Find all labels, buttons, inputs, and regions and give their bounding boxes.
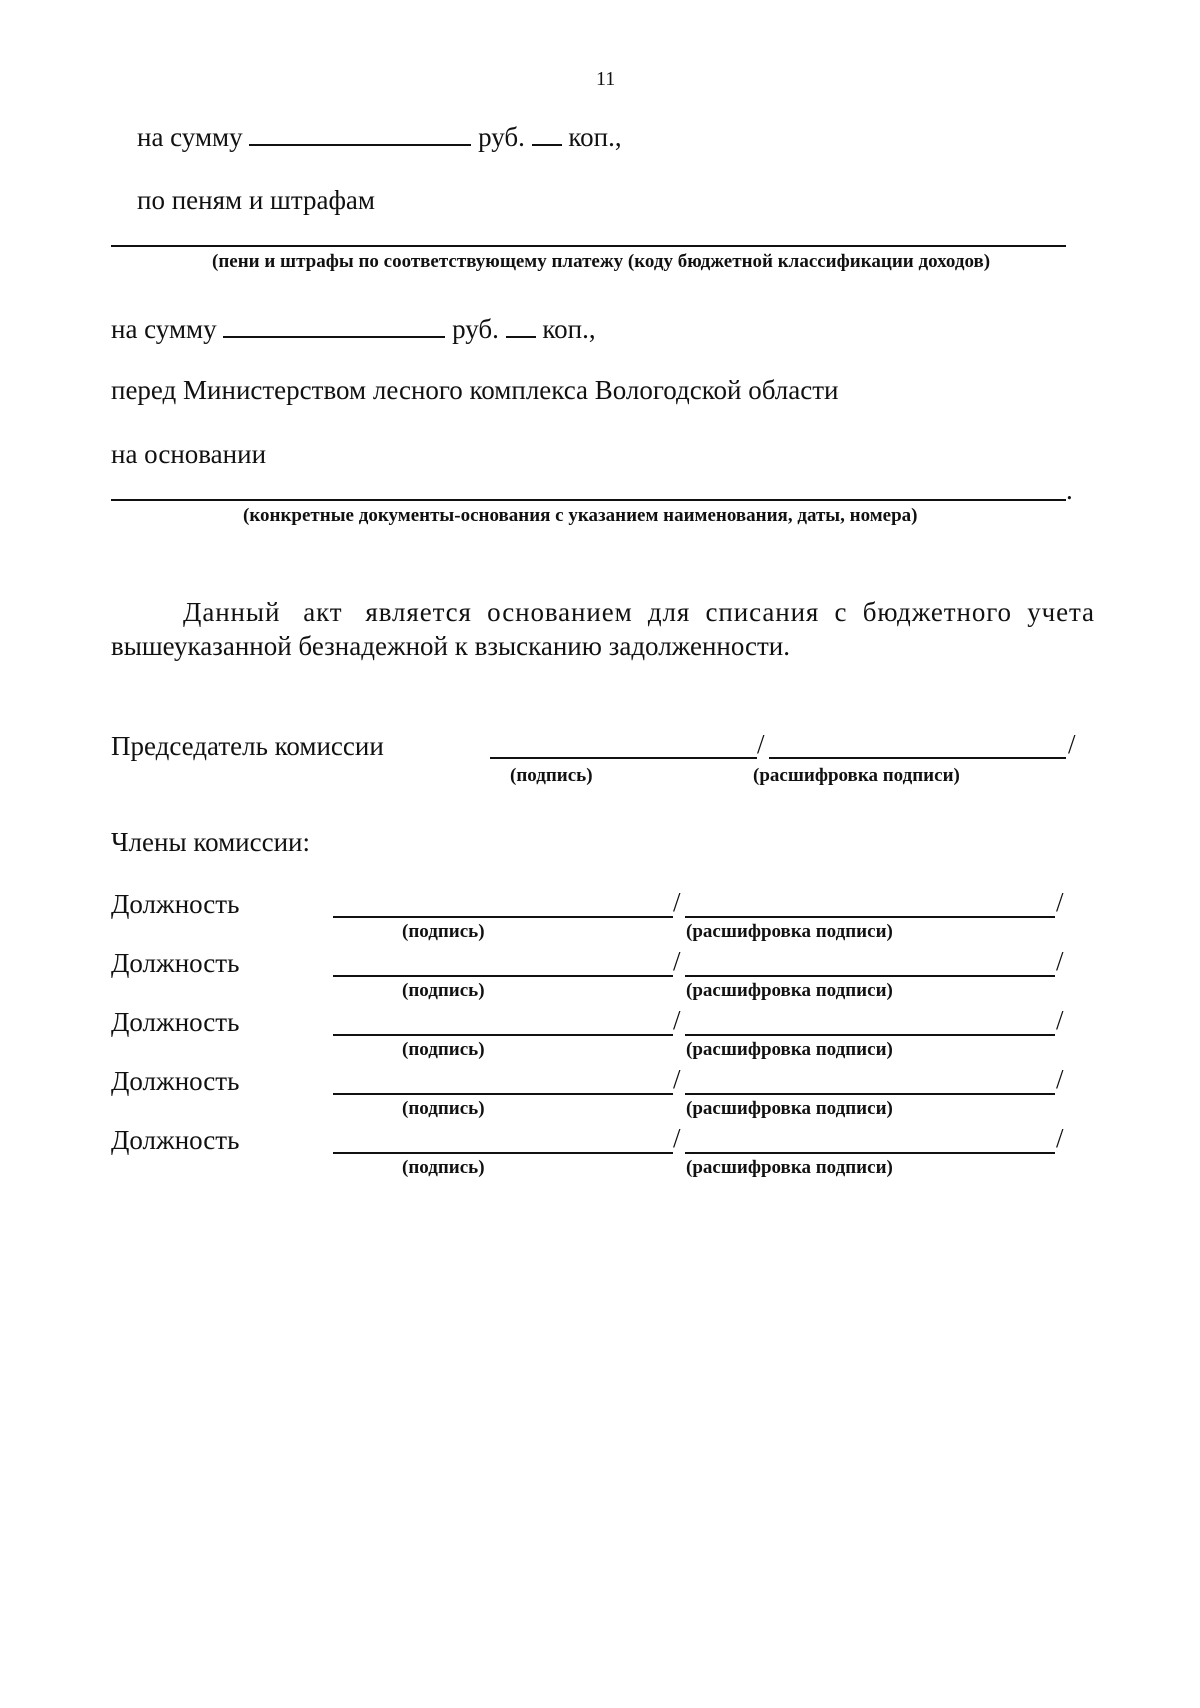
sum-rub-blank[interactable] <box>223 310 445 338</box>
sum-kop-blank[interactable] <box>532 118 562 146</box>
penalties-caption: (пени и штрафы по соответствующему платежу (коду бюджетной классификации доходов) <box>212 251 991 272</box>
member-decode-line[interactable] <box>685 1152 1055 1154</box>
member-decode-line[interactable] <box>685 916 1055 918</box>
member-slash-2: / <box>1056 887 1064 917</box>
member-sig-caption: (подпись) <box>402 921 485 942</box>
member-slash-2: / <box>1056 1005 1064 1035</box>
kop-label: коп., <box>542 314 596 344</box>
penalties-field-line[interactable] <box>111 245 1066 247</box>
member-position-label: Должность <box>111 1125 240 1155</box>
member-position-label: Должность <box>111 889 240 919</box>
member-decode-caption: (расшифровка подписи) <box>686 1039 893 1060</box>
member-position-label: Должность <box>111 948 240 978</box>
sum-line-2 <box>111 310 596 345</box>
member-slash-1: / <box>673 887 681 917</box>
sum-rub-blank[interactable] <box>249 118 471 146</box>
member-signature-line[interactable] <box>333 1093 673 1095</box>
sum-prefix: на сумму <box>111 314 217 344</box>
basis-label: на основании <box>111 439 267 469</box>
rub-label: руб. <box>478 122 525 152</box>
chairman-signature-line[interactable] <box>490 757 757 759</box>
member-slash-1: / <box>673 946 681 976</box>
chairman-decode-line[interactable] <box>769 757 1066 759</box>
member-slash-1: / <box>673 1123 681 1153</box>
member-decode-caption: (расшифровка подписи) <box>686 1157 893 1178</box>
member-decode-caption: (расшифровка подписи) <box>686 980 893 1001</box>
member-sig-caption: (подпись) <box>402 1098 485 1119</box>
member-slash-1: / <box>673 1005 681 1035</box>
chairman-slash-2: / <box>1068 729 1076 759</box>
penalties-label: по пеням и штрафам <box>137 185 376 215</box>
sum-line-1 <box>137 118 622 153</box>
basis-field-line[interactable] <box>111 499 1066 501</box>
sum-prefix: на сумму <box>137 122 243 152</box>
basis-end-mark: . <box>1066 475 1073 505</box>
chairman-decode-caption: (расшифровка подписи) <box>753 765 960 786</box>
member-decode-line[interactable] <box>685 975 1055 977</box>
kop-label: коп., <box>568 122 622 152</box>
member-sig-caption: (подпись) <box>402 1157 485 1178</box>
chairman-sig-caption: (подпись) <box>510 765 593 786</box>
creditor-line: перед Министерством лесного комплекса Вологодской области <box>111 375 839 405</box>
rub-label: руб. <box>452 314 499 344</box>
sum-kop-blank[interactable] <box>506 310 536 338</box>
member-slash-2: / <box>1056 1123 1064 1153</box>
member-decode-line[interactable] <box>685 1034 1055 1036</box>
member-position-label: Должность <box>111 1007 240 1037</box>
chairman-label: Председатель комиссии <box>111 731 384 761</box>
member-position-label: Должность <box>111 1066 240 1096</box>
members-title: Члены комиссии: <box>111 827 310 857</box>
member-signature-line[interactable] <box>333 1152 673 1154</box>
statement-line-2: вышеуказанной безнадежной к взысканию задолженности. <box>111 631 791 661</box>
member-signature-line[interactable] <box>333 975 673 977</box>
page-number: 11 <box>596 68 616 90</box>
member-decode-caption: (расшифровка подписи) <box>686 921 893 942</box>
basis-caption: (конкретные документы-основания с указанием наименования, даты, номера) <box>243 505 918 526</box>
member-signature-line[interactable] <box>333 1034 673 1036</box>
member-sig-caption: (подпись) <box>402 1039 485 1060</box>
member-slash-1: / <box>673 1064 681 1094</box>
member-sig-caption: (подпись) <box>402 980 485 1001</box>
member-decode-caption: (расшифровка подписи) <box>686 1098 893 1119</box>
member-slash-2: / <box>1056 1064 1064 1094</box>
member-decode-line[interactable] <box>685 1093 1055 1095</box>
member-slash-2: / <box>1056 946 1064 976</box>
member-signature-line[interactable] <box>333 916 673 918</box>
statement-line-1: Данный акт является основанием для списания с бюджетного учета <box>183 597 1095 627</box>
chairman-slash-1: / <box>757 729 765 759</box>
